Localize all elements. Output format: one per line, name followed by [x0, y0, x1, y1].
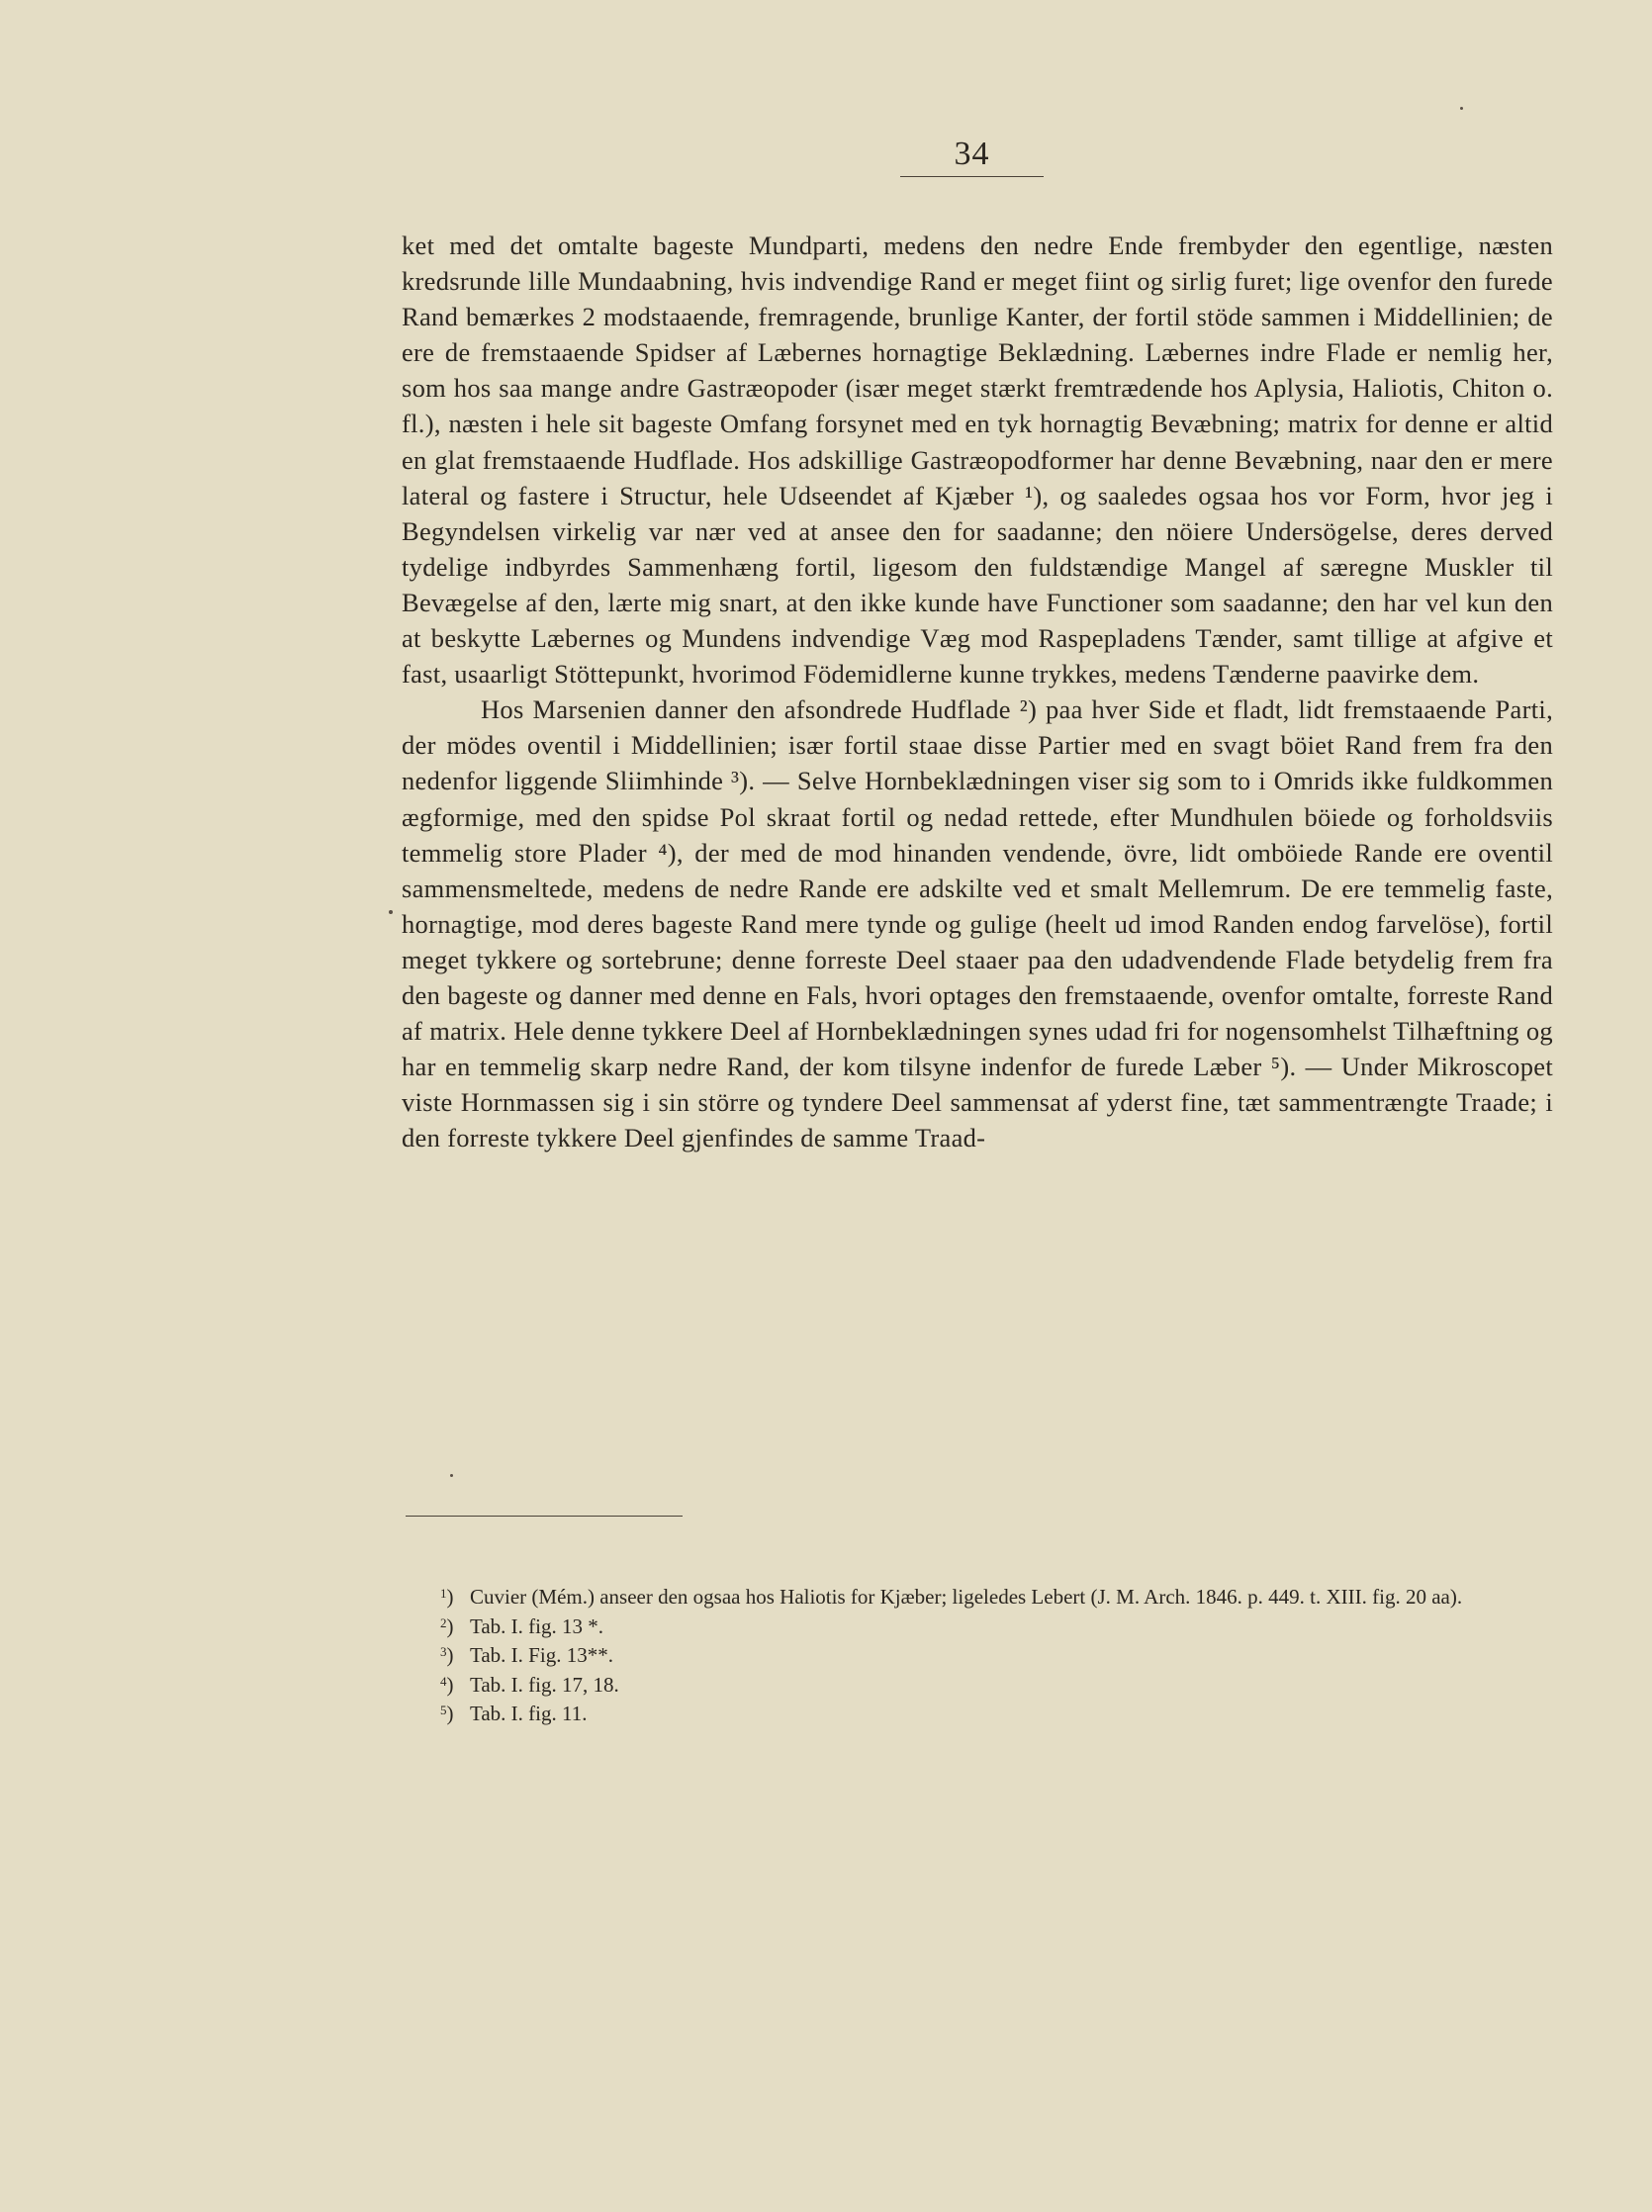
ink-speck	[450, 1474, 453, 1477]
footnote-text: Tab. I. Fig. 13**.	[470, 1643, 613, 1667]
footnote-text: Cuvier (Mém.) anseer den ogsaa hos Haliotis for Kjæber; ligeledes Lebert (J. M. Arch. 1846. p. 449. t. XIII. fig. 20 aa).	[470, 1585, 1463, 1609]
footnote-4	[440, 1669, 1558, 1699]
footnote-marker: $^4$)	[440, 1672, 454, 1697]
footnote-marker: $^5$)	[440, 1702, 454, 1725]
footnote-marker: $^1$)	[440, 1585, 454, 1609]
footnote-rule	[406, 1516, 683, 1517]
footnote-3	[440, 1639, 1558, 1669]
footnote-5	[440, 1698, 1558, 1727]
body-text	[402, 228, 1553, 1155]
footnote-2	[440, 1611, 1558, 1640]
footnote-marker: $^3$)	[440, 1643, 454, 1667]
footnote-text: Tab. I. fig. 13 *.	[470, 1613, 604, 1638]
footnote-text: Tab. I. fig. 17, 18.	[470, 1672, 619, 1697]
page-number-rule	[900, 176, 1044, 177]
footnotes	[440, 1581, 1558, 1727]
page-number: 34	[954, 136, 990, 172]
paragraph-2: Hos Marsenien danner den afsondrede Hudflade ²) paa hver Side et fladt, lidt fremstaaende Parti, der mödes oventil i Middellinien; især fortil staae disse Partier med en svagt böiet Rand frem fra den nedenfor liggende Sliimhinde ³). — Selve Hornbeklædningen viser sig som to i Omrids ikke fuldkommen ægformige, med den spidse Pol skraat fortil og nedad rettede, efter Mundhulen böiede og forholdsviis temmelig store Plader ⁴), der med de mod hinanden vendende, övre, lidt omböiede Rande ere oventil sammensmeltede, medens de nedre Rande ere adskilte ved et smalt Mellemrum. De ere temmelig faste, hornagtige, mod deres bageste Rand mere tynde og gulige (heelt ud imod Randen endog farvelöse), fortil meget tykkere og sortebrune; denne forreste Deel staaer paa den udadvendende Flade betydelig frem fra den bageste og danner med denne en Fals, hvori optages den fremstaaende, ovenfor omtalte, forreste Rand af matrix. Hele denne tykkere Deel af Hornbeklædningen synes udad fri for nogensomhelst Tilhæftning og har en temmelig skarp nedre Rand, der kom tilsyne indenfor de furede Læber ⁵). — Under Mikroscopet viste Hornmassen sig i sin större og tyndere Deel sammensat af yderst fine, tæt sammentrængte Traade; i den forreste tykkere Deel gjenfindes de samme Traad-	[402, 694, 1553, 1153]
ink-speck	[1460, 107, 1463, 110]
footnote-text: Tab. I. fig. 11.	[470, 1702, 588, 1725]
footnote-1	[440, 1581, 1558, 1611]
paragraph-1: ket med det omtalte bageste Mundparti, medens den nedre Ende frembyder den egentlige, næsten kredsrunde lille Mundaabning, hvis indvendige Rand er meget fiint og sirlig furet; lige ovenfor den furede Rand bemærkes 2 modstaaende, fremragende, brunlige Kanter, der fortil stöde sammen i Middellinien; de ere de fremstaaende Spidser af Læbernes hornagtige Beklædning. Læbernes indre Flade er nemlig her, som hos saa mange andre Gastræopoder (især meget stærkt fremtrædende hos Aplysia, Haliotis, Chiton o. fl.), næsten i hele sit bageste Omfang forsynet med en tyk hornagtig Bevæbning; matrix for denne er altid en glat fremstaaende Hudflade. Hos adskillige Gastræopodformer har denne Bevæbning, naar den er mere lateral og fastere i Structur, hele Udseendet af Kjæber ¹), og saaledes ogsaa hos vor Form, hvor jeg i Begyndelsen virkelig var nær ved at ansee den for saadanne; den nöiere Undersögelse, deres derved tydelige indbyrdes Sammenhæng fortil, ligesom den fuldstændige Mangel af særegne Muskler til Bevægelse af den, lærte mig snart, at den ikke kunde have Functioner som saadanne; den har vel kun den at beskytte Læbernes og Mundens indvendige Væg mod Raspepladens Tænder, samt tillige at afgive et fast, usaarligt Stöttepunkt, hvorimod Födemidlerne kunne trykkes, medens Tænderne paavirke dem.	[402, 230, 1553, 690]
ink-speck	[389, 910, 393, 914]
footnote-marker: $^2$)	[440, 1613, 454, 1638]
